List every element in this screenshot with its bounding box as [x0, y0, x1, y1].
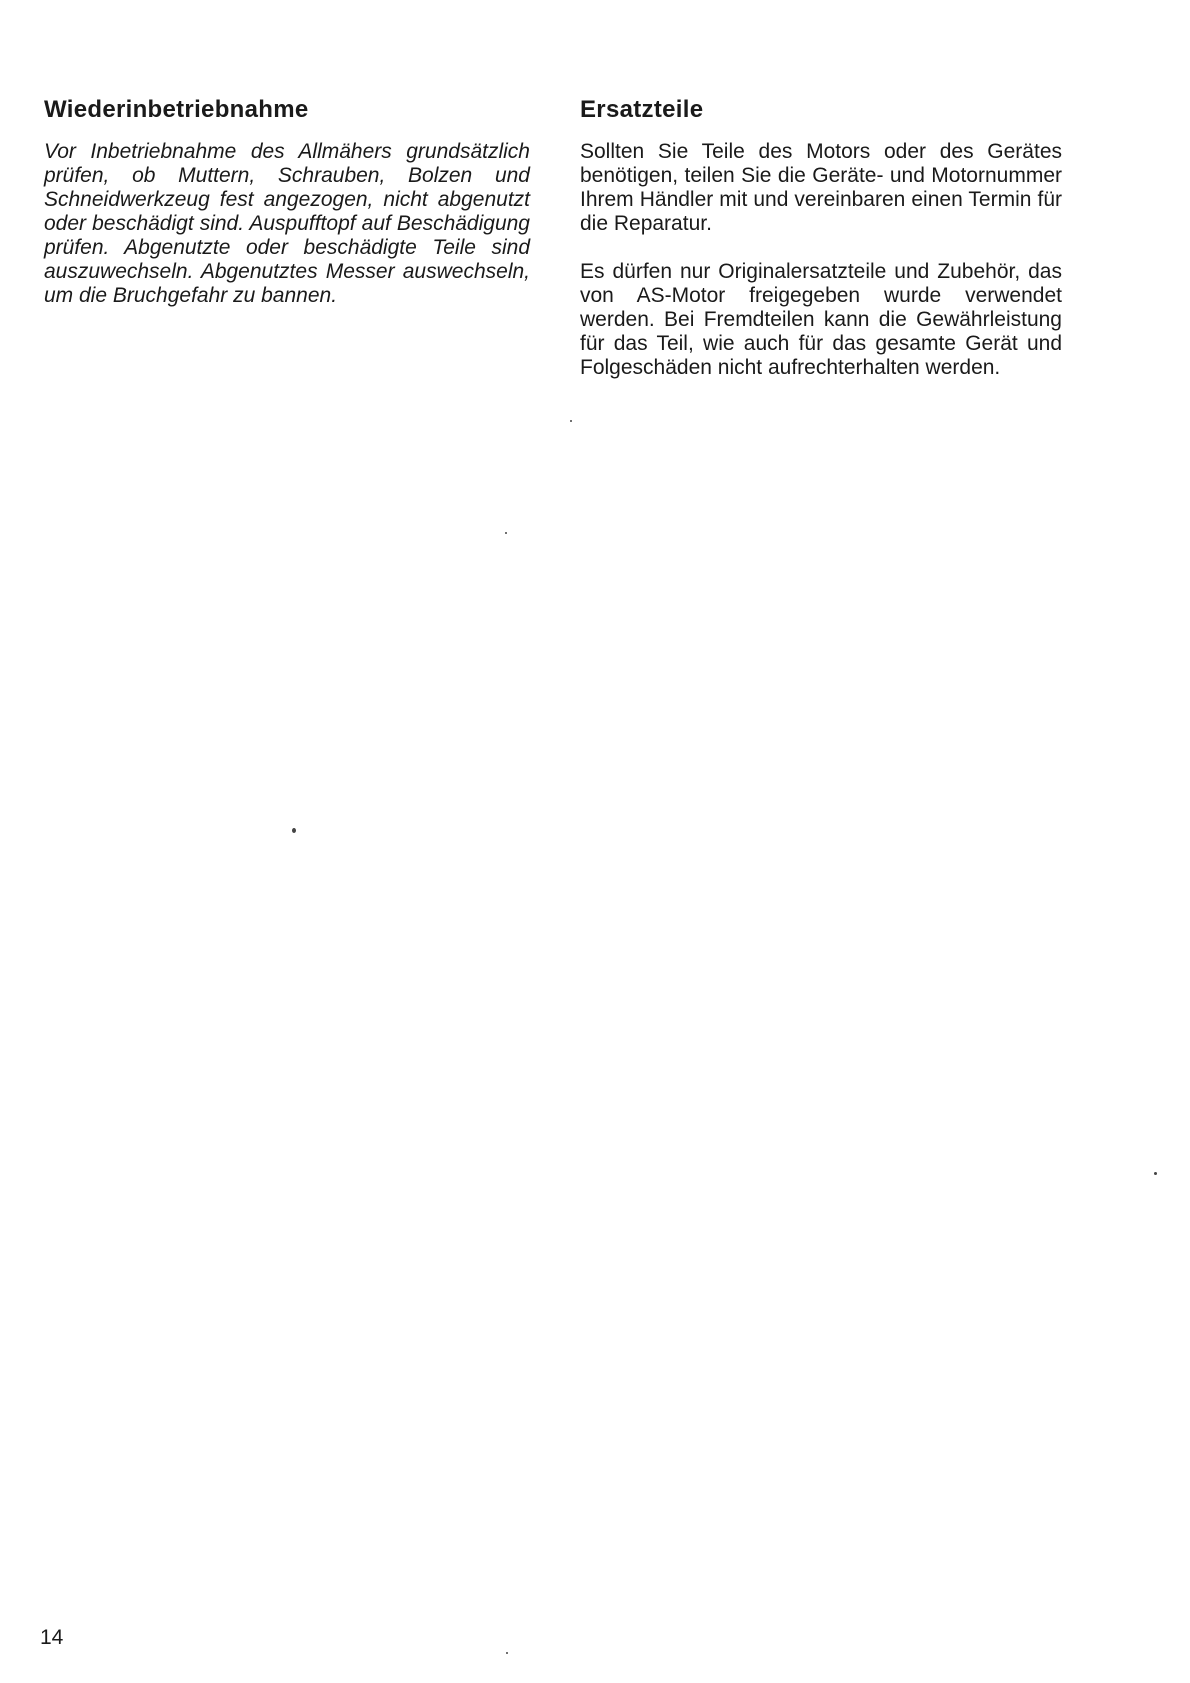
scan-speck: [1154, 1172, 1157, 1175]
section-title-wiederinbetriebnahme: Wiederinbetriebnahme: [44, 96, 309, 123]
scan-speck: [505, 532, 507, 534]
right-column: [580, 94, 1062, 380]
spare-parts-paragraph-2: Es dürfen nur Originalersatzteile und Zubehör, das von AS-Motor freigegeben wurde verwendet werden. Bei Fremdteilen kann die Gewährleistung für das Teil, wie auch für das gesamte Gerät und Folgeschäden nicht aufrechterhalten werden.: [580, 260, 1062, 379]
left-column: [44, 94, 530, 308]
scan-speck: [506, 1652, 508, 1654]
scan-speck: [292, 828, 296, 833]
scan-speck: [570, 420, 572, 422]
spare-parts-paragraph-1: Sollten Sie Teile des Motors oder des Gerätes benötigen, teilen Sie die Geräte- und Motornummer Ihrem Händler mit und vereinbaren einen Termin für die Reparatur.: [580, 140, 1062, 235]
section-title-ersatzteile: Ersatzteile: [580, 96, 704, 123]
recommissioning-paragraph: Vor Inbetriebnahme des Allmähers grundsätzlich prüfen, ob Muttern, Schrauben, Bolzen und Schneidwerkzeug fest angezogen, nicht abgenutzt oder beschädigt sind. Auspufftopf auf Beschädigung prüfen. Abgenutzte oder beschädigte Teile sind auszuwechseln. Abgenutztes Messer auswechseln, um die Bruchgefahr zu bannen.: [44, 140, 530, 307]
page-number: 14: [40, 1626, 64, 1649]
